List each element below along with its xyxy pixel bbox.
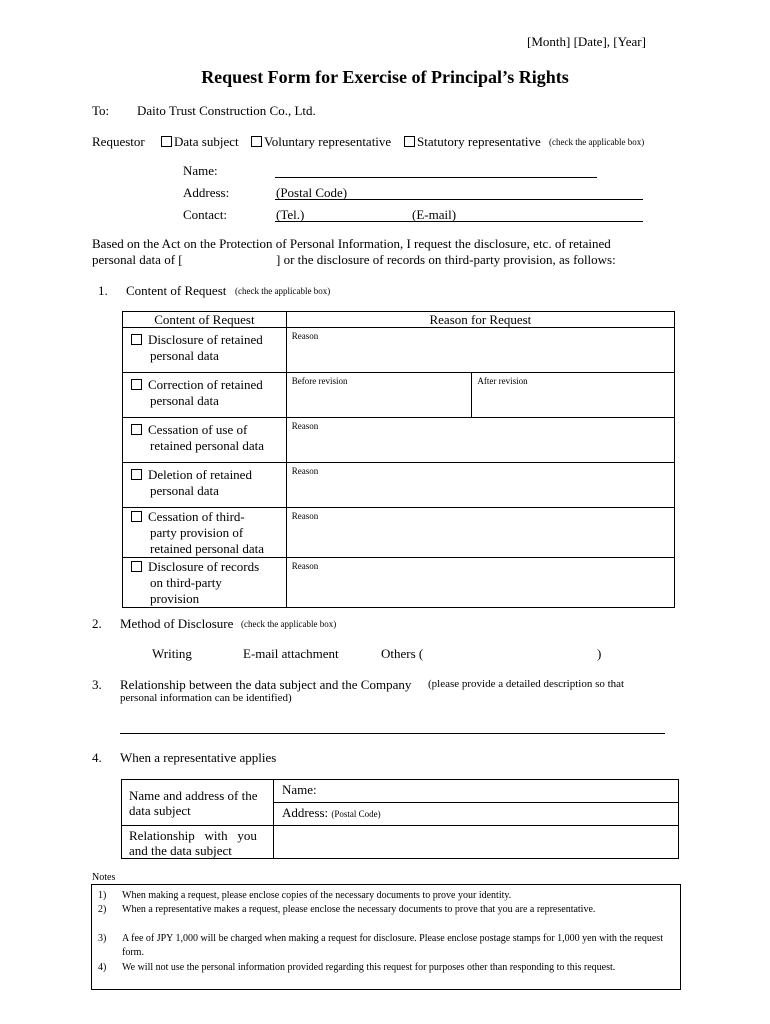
to-label: To: [92,103,110,118]
request-option-cessation-third-party[interactable]: Cessation of third- party provision of retained personal data [123,508,286,557]
section-2-title: Method of Disclosure [120,616,234,631]
method-option-others[interactable]: Others ( [381,646,424,661]
contact-label: Contact: [183,207,228,222]
note-text: When a representative makes a request, please enclose the necessary documents to prove that you are a representative. [122,904,596,915]
table-row [123,373,675,418]
requestor-hint: (check the applicable box) [549,137,645,147]
name-field[interactable] [275,177,597,178]
note-text: A fee of JPY 1,000 will be charged when making a request for disclosure. Please enclose postage stamps for 1,000 yen with the request form. [122,933,663,958]
request-option-disclosure-records[interactable]: Disclosure of records on third-party provision [123,558,286,607]
section-1-title: Content of Request [126,283,227,298]
reason-field[interactable]: Reason [286,418,674,463]
note-number: 1) [98,890,107,901]
reason-field[interactable]: Reason [286,508,674,558]
intro-line-2b: ] or the disclosure of records on third-party provision, as follows: [276,252,616,267]
reason-field[interactable]: Reason [286,463,674,508]
section-3-hint-2: personal information can be identified) [120,692,292,704]
subject-label-2: data subject [129,802,191,818]
content-request-table [122,311,675,608]
requestor-option-statutory[interactable]: Statutory representative [404,134,541,150]
after-revision-field[interactable]: After revision [472,373,675,418]
subject-address-field[interactable]: Address: (Postal Code) [273,803,678,826]
table-row [123,508,675,558]
note-number: 2) [98,904,107,915]
checkbox-icon[interactable] [251,136,262,147]
checkbox-icon[interactable] [131,469,142,480]
note-number: 3) [98,933,107,944]
requestor-option-voluntary[interactable]: Voluntary representative [251,134,391,150]
notes-heading: Notes [92,872,116,883]
note-text: When making a request, please enclose copies of the necessary documents to prove your identity. [122,890,512,901]
intro-line-2a: personal data of [ [92,252,183,267]
request-option-deletion[interactable]: Deletion of retained personal data [123,463,286,499]
others-close-paren: ) [597,646,602,661]
relationship-field[interactable] [120,733,665,734]
email-hint: (E-mail) [412,207,457,222]
notes-box [91,884,681,990]
page-title: Request Form for Exercise of Principal’s Rights [201,67,569,87]
section-2-number: 2. [92,616,102,631]
checkbox-icon[interactable] [161,136,172,147]
col-header-reason: Reason for Request [286,312,674,328]
before-revision-field[interactable]: Before revision [286,373,472,418]
intro-line-1: Based on the Act on the Protection of Personal Information, I request the disclosure, etc. of retained [92,236,611,251]
table-row [123,328,675,373]
relationship-with-subject-field[interactable] [273,826,678,859]
name-label: Name: [183,163,218,178]
checkbox-icon[interactable] [131,379,142,390]
requestor-option-data-subject[interactable]: Data subject [161,134,239,150]
section-1-number: 1. [98,283,108,298]
checkbox-icon[interactable] [131,511,142,522]
address-label: Address: [183,185,230,200]
request-option-disclosure[interactable]: Disclosure of retained personal data [123,328,286,364]
contact-field[interactable] [275,221,643,222]
subject-name-field[interactable]: Name: [273,780,678,803]
table-row [123,558,675,608]
section-1-hint: (check the applicable box) [235,286,331,296]
relationship-label-1: Relationship with you [129,828,257,843]
section-3-hint-1: (please provide a detailed description so that [428,678,625,690]
relationship-label-2: and the data subject [129,843,232,858]
subject-label-1: Name and address of the [129,787,258,803]
note-text: We will not use the personal information provided regarding this request for purposes other than responding to this request. [122,962,616,973]
tel-hint: (Tel.) [276,207,305,222]
note-number: 4) [98,962,107,973]
table-row [123,463,675,508]
to-value: Daito Trust Construction Co., Ltd. [137,103,316,118]
method-option-email[interactable]: E-mail attachment [243,646,339,661]
table-row [123,418,675,463]
checkbox-icon[interactable] [131,561,142,572]
request-option-correction[interactable]: Correction of retained personal data [123,373,286,409]
address-field[interactable] [275,199,643,200]
section-3-title: Relationship between the data subject and the Company [120,677,412,692]
method-option-writing[interactable]: Writing [152,646,192,661]
section-2-hint: (check the applicable box) [241,619,337,629]
postal-code-hint: (Postal Code) [276,185,348,200]
requestor-label: Requestor [92,134,145,149]
representative-table [121,779,679,859]
reason-field[interactable]: Reason [286,328,674,373]
section-4-number: 4. [92,750,102,765]
reason-field[interactable]: Reason [286,558,674,608]
request-option-cessation-use[interactable]: Cessation of use of retained personal data [123,418,286,454]
col-header-content: Content of Request [123,312,287,328]
section-4-title: When a representative applies [120,750,277,765]
checkbox-icon[interactable] [131,424,142,435]
checkbox-icon[interactable] [131,334,142,345]
date-line: [Month] [Date], [Year] [527,34,646,49]
checkbox-icon[interactable] [404,136,415,147]
section-3-number: 3. [92,677,102,692]
